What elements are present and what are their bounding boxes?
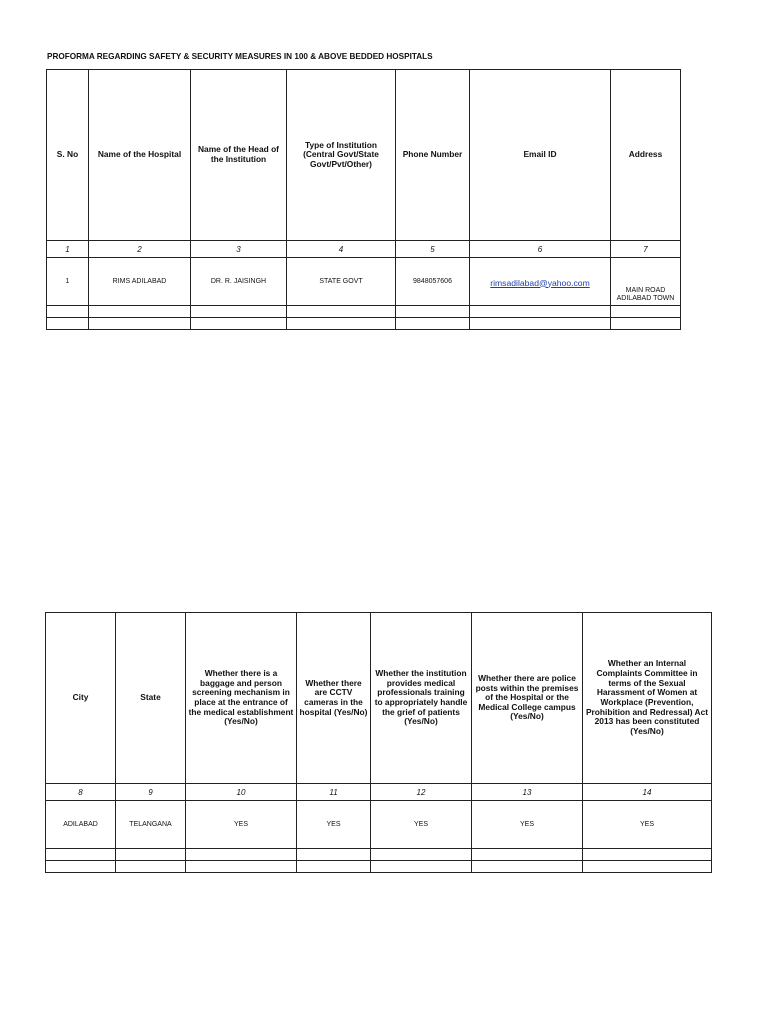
serial-number: 1 <box>47 258 89 306</box>
police-post-cell: YES <box>472 801 583 849</box>
address-cell <box>611 258 681 306</box>
screening-cell: YES <box>186 801 297 849</box>
column-number-row <box>47 241 681 258</box>
column-number: 7 <box>611 241 681 258</box>
column-number: 3 <box>191 241 287 258</box>
header-cell: Name of the Hospital <box>89 70 191 241</box>
hospital-info-table <box>46 69 681 330</box>
email-cell <box>470 258 611 306</box>
hospital-name: RIMS ADILABAD <box>89 258 191 306</box>
column-number: 4 <box>287 241 396 258</box>
column-number: 6 <box>470 241 611 258</box>
column-number: 12 <box>371 784 472 801</box>
empty-row <box>47 306 681 318</box>
table-row <box>46 801 712 849</box>
column-number: 1 <box>47 241 89 258</box>
header-cell: Type of Institution (Central Govt/State Govt/Pvt/Other) <box>287 70 396 241</box>
column-number: 11 <box>297 784 371 801</box>
header-cell: Whether there are police posts within the premises of the Hospital or the Medical College campus (Yes/No) <box>472 613 583 784</box>
column-number: 8 <box>46 784 116 801</box>
column-number: 10 <box>186 784 297 801</box>
empty-row <box>46 849 712 861</box>
cctv-cell: YES <box>297 801 371 849</box>
header-cell: Whether there are CCTV cameras in the hospital (Yes/No) <box>297 613 371 784</box>
training-cell: YES <box>371 801 472 849</box>
icc-cell: YES <box>583 801 712 849</box>
header-cell: S. No <box>47 70 89 241</box>
header-row <box>46 613 712 784</box>
header-cell: Phone Number <box>396 70 470 241</box>
city-cell: ADILABAD <box>46 801 116 849</box>
address-line: MAIN ROAD <box>625 286 666 294</box>
header-row <box>47 70 681 241</box>
head-name: DR. R. JAISINGH <box>191 258 287 306</box>
state-cell: TELANGANA <box>116 801 186 849</box>
header-cell: Address <box>611 70 681 241</box>
column-number: 9 <box>116 784 186 801</box>
column-number: 13 <box>472 784 583 801</box>
column-number: 2 <box>89 241 191 258</box>
header-cell: Whether there is a baggage and person screening mechanism in place at the entrance of the medical establishment (Yes/No) <box>186 613 297 784</box>
address-line: ADILABAD TOWN <box>616 295 675 303</box>
institution-type: STATE GOVT <box>287 258 396 306</box>
phone-number: 9848057606 <box>396 258 470 306</box>
email-link[interactable]: rimsadilabad@yahoo.com <box>490 277 590 288</box>
column-number: 14 <box>583 784 712 801</box>
page-title: PROFORMA REGARDING SAFETY & SECURITY MEASURES IN 100 & ABOVE BEDDED HOSPITALS <box>47 52 433 61</box>
header-cell: Name of the Head of the Institution <box>191 70 287 241</box>
header-cell: City <box>46 613 116 784</box>
table-row <box>47 258 681 306</box>
column-number: 5 <box>396 241 470 258</box>
header-cell: Whether the institution provides medical professionals training to appropriately handle the grief of patients (Yes/No) <box>371 613 472 784</box>
header-cell: Whether an Internal Complaints Committee in terms of the Sexual Harassment of Women at Workplace (Prevention, Prohibition and Redressal) Act 2013 has been constituted (Yes/No) <box>583 613 712 784</box>
empty-row <box>46 861 712 873</box>
header-cell: State <box>116 613 186 784</box>
column-number-row <box>46 784 712 801</box>
empty-row <box>47 318 681 330</box>
safety-measures-table <box>45 612 712 873</box>
header-cell: Email ID <box>470 70 611 241</box>
